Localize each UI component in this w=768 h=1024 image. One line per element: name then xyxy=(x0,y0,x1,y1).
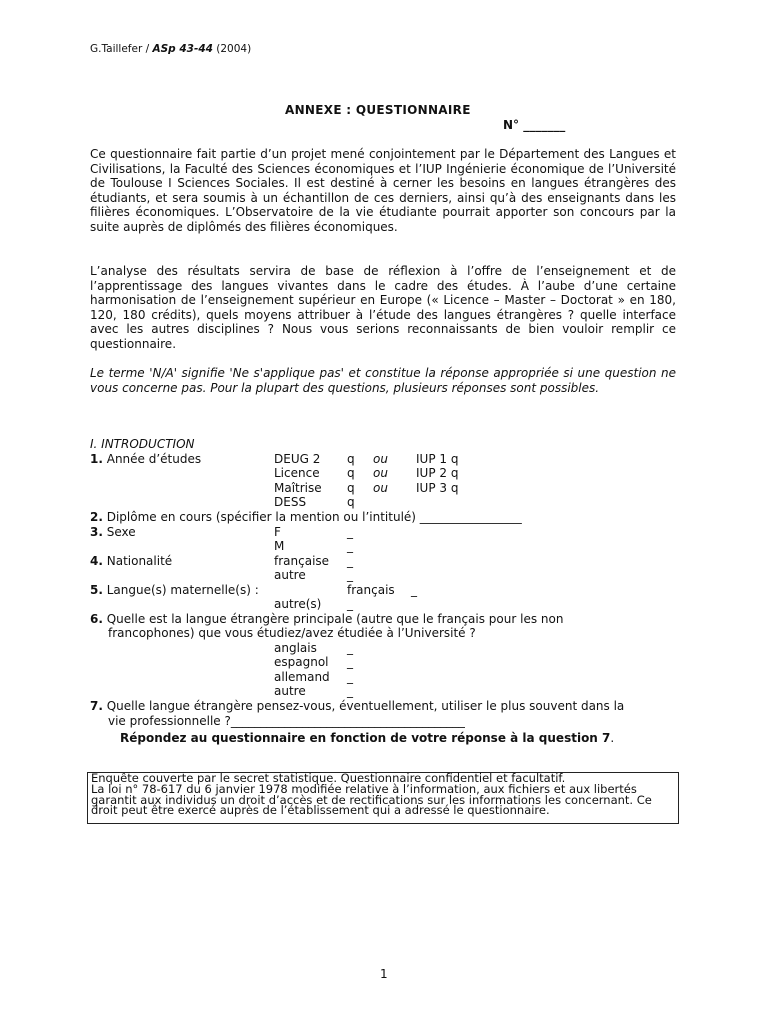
q6-option-allemand: allemand xyxy=(274,670,330,684)
q1-option-iup1[interactable]: IUP 1 q xyxy=(416,452,459,466)
q2-text: Diplôme en cours (spécifier la mention ou l’intitulé) _________________ xyxy=(102,510,522,524)
page-title: ANNEXE : QUESTIONNAIRE xyxy=(285,103,471,117)
q1-checkbox-maitrise[interactable]: q xyxy=(347,481,355,495)
q5-option-autres: autre(s) xyxy=(274,597,322,611)
q1-option-licence: Licence xyxy=(274,466,320,480)
q6-number: 6. xyxy=(90,612,103,626)
q7-instruction-period: . xyxy=(610,731,615,745)
q4-option-francaise: française xyxy=(274,554,330,568)
q1-option-iup3[interactable]: IUP 3 q xyxy=(416,481,459,495)
q1-ou-1: ou xyxy=(373,452,388,466)
intro-paragraph-2: L’analyse des résultats servira de base de réflexion à l’offre de l’enseignement et de l’apprentissage des langues vivantes dans le cadre des études. À l’aube d’une certaine harmonisation de l’enseignement supérieur en Europe (« Licence – Master – Doctorat » en 180, 120, 180 crédits), quels moyens attribuer à l’étude des langues étrangères ? quelle interface avec les autres disciplines ? Nous vous serions reconnaissants de bien vouloir remplir ce questionnaire. xyxy=(90,264,676,351)
header-year: (2004) xyxy=(212,43,252,55)
header-author: G.Taillefer / xyxy=(90,43,153,55)
q1-checkbox-dess[interactable]: q xyxy=(347,495,355,509)
section-title: I. INTRODUCTION xyxy=(90,437,195,451)
q6-option-espagnol: espagnol xyxy=(274,655,329,669)
header-journal: ASp 43-44 xyxy=(152,43,213,55)
q4-text: Nationalité xyxy=(102,554,173,568)
q4-label xyxy=(90,554,172,569)
q7-number: 7. xyxy=(90,699,103,713)
q7-instruction xyxy=(120,731,614,745)
q1-checkbox-licence[interactable]: q xyxy=(347,466,355,480)
q6-option-anglais: anglais xyxy=(274,641,317,655)
q1-option-deug2: DEUG 2 xyxy=(274,452,321,466)
q4-blank-francaise[interactable]: _ xyxy=(347,554,353,568)
q4-option-autre: autre xyxy=(274,568,306,582)
q1-number: 1. xyxy=(90,452,103,466)
q2-number: 2. xyxy=(90,510,103,524)
q4-number: 4. xyxy=(90,554,103,568)
confidentiality-box xyxy=(87,772,679,824)
q5-option-francais: français xyxy=(347,583,395,597)
q3-option-f: F xyxy=(274,525,281,539)
page-number: 1 xyxy=(380,967,388,981)
questionnaire-number: N° _______ xyxy=(503,118,566,132)
q6-text-1: Quelle est la langue étrangère principale (autre que le français pour les non xyxy=(102,612,564,626)
q7-line-1 xyxy=(90,699,624,714)
q3-text: Sexe xyxy=(102,525,136,539)
q7-text-1: Quelle langue étrangère pensez-vous, éventuellement, utiliser le plus souvent dans la xyxy=(102,699,625,713)
q1-ou-3: ou xyxy=(373,481,388,495)
q7-line-2[interactable]: vie professionnelle ?_______________________________________ xyxy=(108,714,465,728)
intro-paragraph-1: Ce questionnaire fait partie d’un projet mené conjointement par le Département des Langues et Civilisations, la Faculté des Sciences économiques et l’IUP Ingénierie économique de l’Université de Toulouse I Sciences Sociales. Il est destiné à cerner les besoins en langues étrangères des étudiants, et sera soumis à un échantillon de ces derniers, ainsi qu’à des enseignants dans les filières économiques. L’Observatoire de la vie étudiante pourrait apporter son concours par la suite auprès de diplômés des filières économiques. xyxy=(90,147,676,234)
q1-checkbox-deug2[interactable]: q xyxy=(347,452,355,466)
q3-option-m: M xyxy=(274,539,285,553)
q4-blank-autre[interactable]: _ xyxy=(347,568,353,582)
q1-ou-2: ou xyxy=(373,466,388,480)
q3-blank-f[interactable]: _ xyxy=(347,525,353,539)
q1-label xyxy=(90,452,201,467)
q6-blank-allemand[interactable]: _ xyxy=(347,670,353,684)
confidentiality-line-2: La loi n° 78-617 du 6 janvier 1978 modifiée relative à l’information, aux fichiers et aux libertés garantit aux individus un droit d’accès et de rectifications sur les informations les concernant. Ce droit peut être exercé auprès de l’établissement qui a adressé le questionnaire. xyxy=(91,781,652,818)
q6-blank-espagnol[interactable]: _ xyxy=(347,655,353,669)
q5-text: Langue(s) maternelle(s) : xyxy=(102,583,259,597)
q6-option-autre: autre xyxy=(274,684,306,698)
q5-blank-autres[interactable]: _ xyxy=(347,597,353,611)
q5-label xyxy=(90,583,259,598)
q5-number: 5. xyxy=(90,583,103,597)
q5-blank-francais[interactable]: _ xyxy=(411,583,417,597)
running-header xyxy=(90,43,251,55)
q3-label xyxy=(90,525,136,540)
q7-instruction-text: Répondez au questionnaire en fonction de votre réponse à la question 7 xyxy=(120,731,611,745)
q6-line-2: francophones) que vous étudiez/avez étudiée à l’Université ? xyxy=(108,626,476,640)
q1-option-maitrise: Maîtrise xyxy=(274,481,322,495)
q6-blank-anglais[interactable]: _ xyxy=(347,641,353,655)
q1-option-iup2[interactable]: IUP 2 q xyxy=(416,466,459,480)
q2-line[interactable] xyxy=(90,510,522,525)
q3-blank-m[interactable]: _ xyxy=(347,539,353,553)
na-note: Le terme 'N/A' signifie 'Ne s'applique pas' et constitue la réponse appropriée si une question ne vous concerne pas. Pour la plupart des questions, plusieurs réponses sont possibles. xyxy=(90,366,676,395)
q6-blank-autre[interactable]: _ xyxy=(347,684,353,698)
q3-number: 3. xyxy=(90,525,103,539)
q1-text: Année d’études xyxy=(102,452,202,466)
q6-line-1 xyxy=(90,612,563,627)
q1-option-dess: DESS xyxy=(274,495,307,509)
confidentiality-line-1: Enquête couverte par le secret statistique. Questionnaire confidentiel et facultatif. xyxy=(91,772,566,785)
